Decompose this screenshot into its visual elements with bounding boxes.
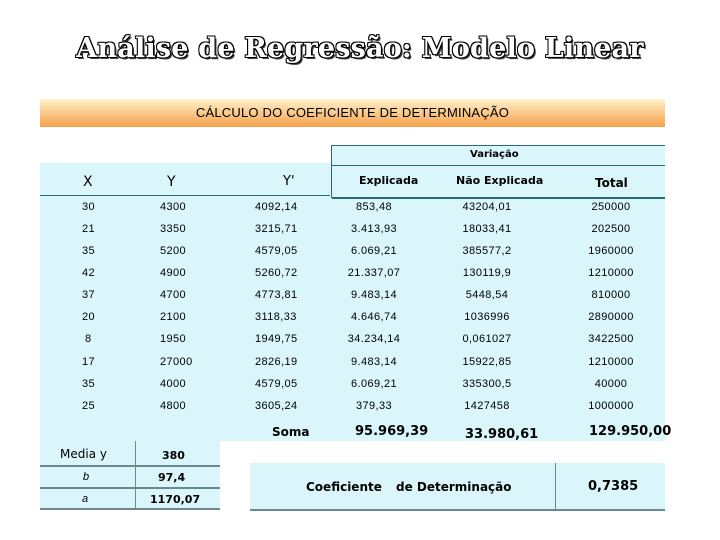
table-cell: 4700	[160, 289, 187, 301]
table-cell: 3118,33	[255, 311, 297, 323]
table-cell: 250000	[591, 201, 631, 213]
table-cell: 25	[82, 400, 96, 412]
table-cell: 3215,71	[255, 223, 298, 235]
table-cell: 4800	[160, 400, 187, 412]
table-cell: 1000000	[588, 400, 634, 412]
table-cell: 20	[82, 311, 96, 323]
table-cell: 379,33	[355, 400, 393, 412]
stat-value-b: 97,4	[158, 471, 186, 484]
group-divider	[332, 165, 665, 166]
stat-label-a: a	[82, 493, 89, 505]
table-cell: 4.646,74	[350, 311, 398, 323]
sum-explicada: 95.969,39	[355, 424, 429, 439]
banner-text: CÁLCULO DO COEFICIENTE DE DETERMINAÇÃO	[195, 105, 510, 120]
stat-box-b	[40, 467, 220, 489]
stat-value-a: 1170,07	[150, 493, 201, 506]
col-header-explicada: Explicada	[359, 174, 419, 187]
sum-total: 129.950,00	[589, 424, 672, 439]
table-cell: 3422500	[588, 333, 634, 345]
table-cell: 40000	[594, 378, 628, 390]
table-cell: 35	[82, 245, 96, 257]
table-cell: 1427458	[464, 400, 510, 412]
table-cell: 35	[82, 378, 96, 390]
group-header-variacao: Variação	[470, 149, 519, 160]
table-cell: 21	[82, 223, 96, 235]
table-cell: 5260,72	[255, 267, 298, 279]
sum-nao-explicada: 33.980,61	[465, 427, 539, 442]
table-cell: 9.483,14	[350, 289, 398, 301]
coefficient-label-2: de Determinação	[396, 480, 512, 494]
table-cell: 1950	[160, 333, 187, 345]
table-cell: 15922,85	[462, 356, 512, 368]
table-cell: 1036996	[464, 311, 510, 323]
table-cell: 4300	[160, 201, 187, 213]
coefficient-label-1: Coeficiente	[306, 480, 382, 494]
column-divider	[331, 145, 332, 198]
col-header-y: Y	[167, 174, 176, 190]
header-divider	[40, 195, 330, 196]
sum-label: Soma	[272, 425, 310, 439]
table-cell: 17	[82, 356, 96, 368]
table-cell: 385577,2	[462, 245, 512, 257]
table-cell: 4092,14	[255, 201, 298, 213]
table-cell: 21.337,07	[347, 267, 401, 279]
col-header-y-prime: Y'	[283, 174, 295, 189]
table-cell: 42	[82, 267, 96, 279]
table-cell: 4900	[160, 267, 187, 279]
table-cell: 0,061027	[462, 333, 512, 345]
table-cell: 2890000	[588, 311, 634, 323]
table-cell: 27000	[160, 356, 193, 368]
table-cell: 34.234,14	[347, 333, 401, 345]
table-cell: 1960000	[588, 245, 634, 257]
table-cell: 43204,01	[462, 201, 512, 213]
table-cell: 202500	[591, 223, 631, 235]
table-cell: 4000	[160, 378, 187, 390]
table-cell: 2100	[160, 311, 187, 323]
table-cell: 2826,19	[255, 356, 298, 368]
table-cell: 6.069,21	[350, 378, 398, 390]
page-title: Análise de Regressão: Modelo Linear	[76, 33, 644, 64]
stat-label-b: b	[83, 471, 90, 483]
table-cell: 853,48	[355, 201, 393, 213]
table-cell: 130119,9	[462, 267, 512, 279]
table-cell: 4773,81	[255, 289, 298, 301]
header-divider-right	[332, 197, 665, 199]
table-cell: 3.413,93	[350, 223, 398, 235]
table-cell: 30	[82, 201, 96, 213]
table-cell: 9.483,14	[350, 356, 398, 368]
table-cell: 4579,05	[255, 378, 298, 390]
table-cell: 1210000	[588, 267, 634, 279]
coefficient-divider	[555, 463, 556, 509]
table-cell: 5200	[160, 245, 187, 257]
table-cell: 18033,41	[462, 223, 512, 235]
col-header-total: Total	[595, 176, 628, 190]
col-header-x: X	[83, 174, 93, 190]
table-cell: 335300,5	[462, 378, 512, 390]
col-header-nao-explicada: Não Explicada	[456, 174, 544, 187]
table-cell: 4579,05	[255, 245, 298, 257]
table-cell: 1210000	[588, 356, 634, 368]
stat-divider	[135, 441, 136, 508]
table-cell: 5448,54	[465, 289, 509, 301]
table-cell: 6.069,21	[350, 245, 398, 257]
coefficient-value: 0,7385	[588, 479, 639, 494]
table-cell: 810000	[591, 289, 631, 301]
table-cell: 3605,24	[255, 400, 298, 412]
table-cell: 37	[82, 289, 96, 301]
table-cell: 1949,75	[255, 333, 298, 345]
section-banner	[40, 99, 665, 127]
stat-value-media: 380	[162, 449, 185, 462]
table-cell: 8	[85, 333, 92, 345]
table-cell: 3350	[160, 223, 187, 235]
stat-label-media: Media y	[60, 447, 107, 461]
